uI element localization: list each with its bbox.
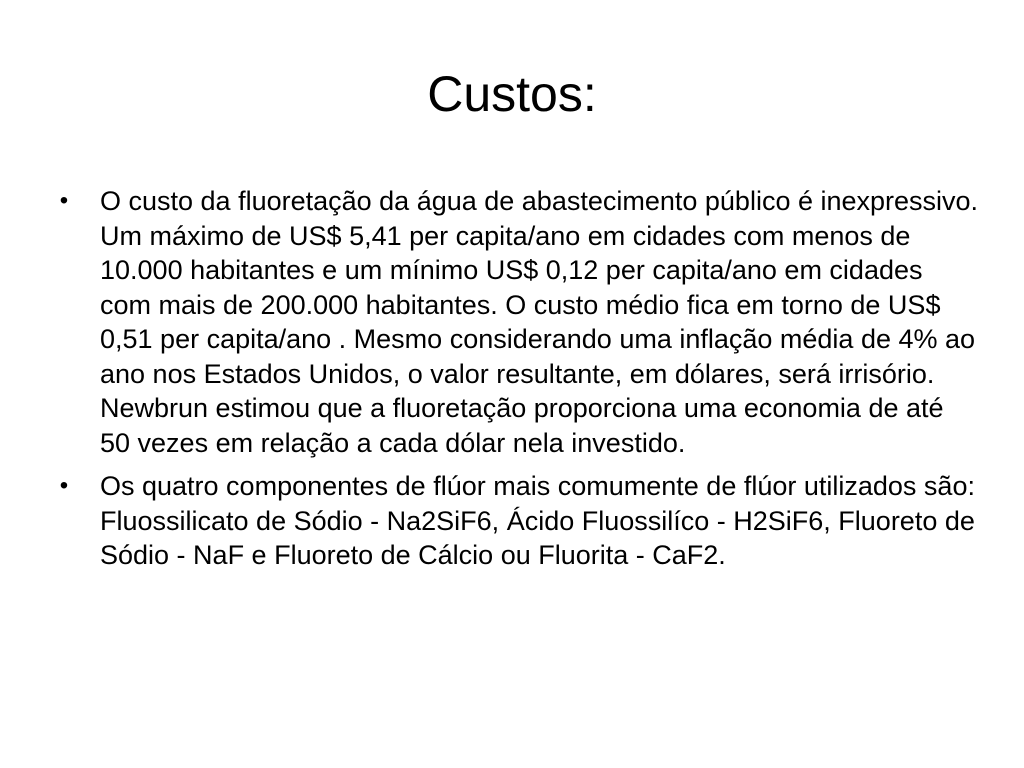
bullet-list xyxy=(59,184,980,582)
bullet-text: O custo da fluoretação da água de abastecimento público é inexpressivo. Um máximo de US$ 5,41 per capita/ano em cidades com menos de 10.000 habitantes e um mínimo US$ 0,12 per capita/ano em cidades com mais de 200.000 habitantes. O custo médio fica em torno de US$ 0,51 per capita/ano . Mesmo considerando uma inflação média de 4% ao ano nos Estados Unidos, o valor resultante, em dólares, será irrisório. Newbrun estimou que a fluoretação proporciona uma economia de até 50 vezes em relação a cada dólar nela investido. xyxy=(100,186,979,458)
slide-title: Custos: xyxy=(427,66,597,122)
bullet-item-components xyxy=(59,469,980,573)
bullet-item-cost xyxy=(59,184,980,460)
bullet-icon: • xyxy=(59,472,69,499)
bullet-icon: • xyxy=(59,187,69,214)
bullet-text: Os quatro componentes de flúor mais comumente de flúor utilizados são: Fluossilicato de Sódio - Na2SiF6, Ácido Fluossilíco - H2SiF6, Fluoreto de Sódio - NaF e Fluoreto de Cálcio ou Fluorita - CaF2. xyxy=(100,471,975,570)
